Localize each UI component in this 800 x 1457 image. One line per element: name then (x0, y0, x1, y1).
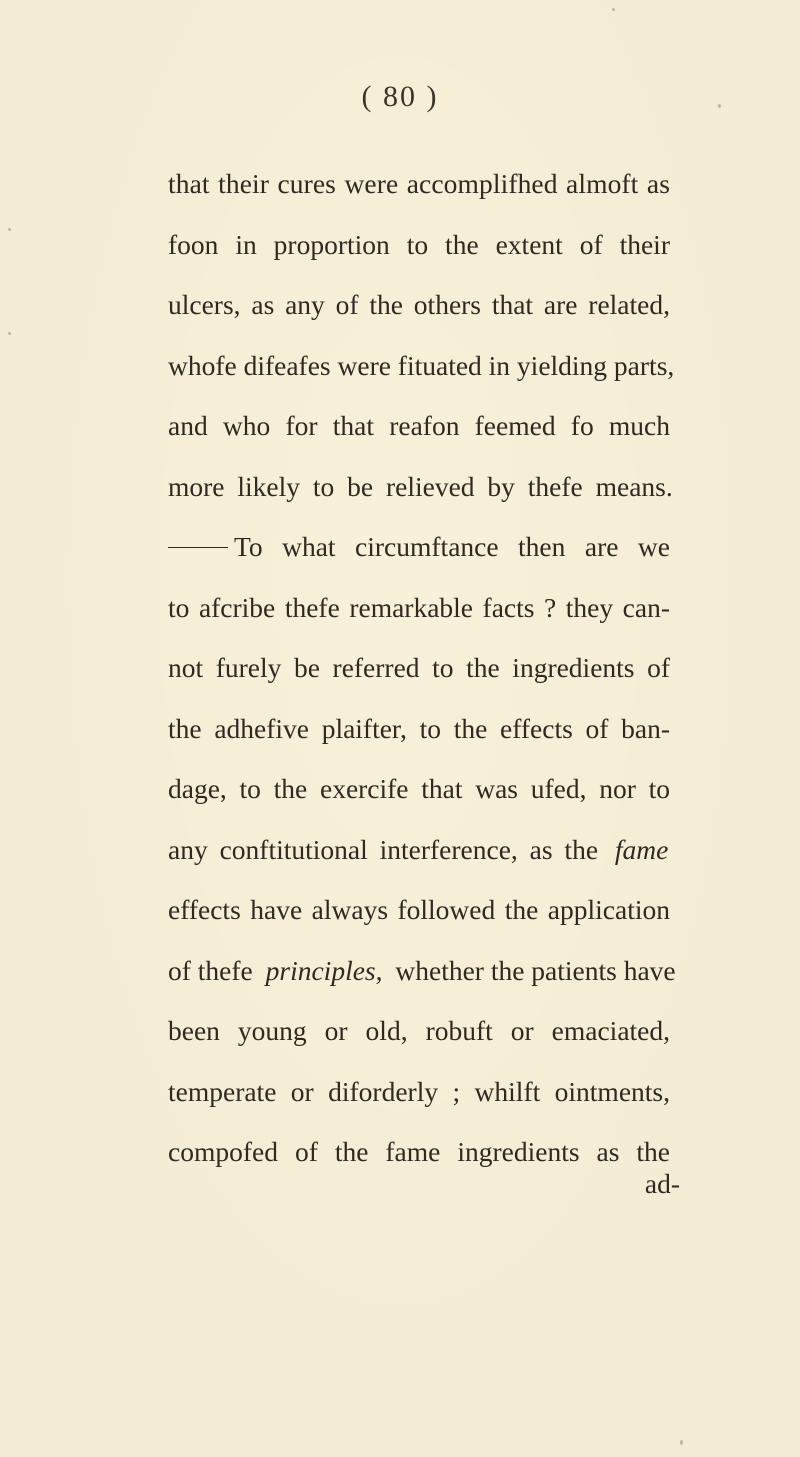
text-line-content: whether the patients have (395, 954, 676, 986)
text-line-paragraph-start (168, 517, 670, 578)
text-line-content: To what circumftance then are we (234, 531, 670, 562)
body-text (168, 154, 676, 1183)
text-line: whofe difeafes were fituated in yielding parts, (168, 349, 675, 381)
italic-word: fame (614, 833, 669, 865)
text-line: compofed of the fame ingredients as the (168, 1136, 670, 1167)
italic-word: principles, (265, 954, 383, 986)
em-dash-rule (168, 547, 228, 548)
text-line: the adhefive plaifter, to the effects of ban- (168, 712, 670, 744)
paper-speck (718, 104, 721, 108)
text-line: and who for that reafon feemed fo much (168, 410, 670, 441)
text-line: to afcribe thefe remarkable facts ? they can- (168, 591, 670, 623)
paper-speck (8, 332, 11, 335)
text-line-content: any conftitutional interference, as the (168, 833, 599, 865)
paper-speck (612, 8, 615, 11)
text-line-with-italic (168, 820, 670, 881)
text-line: more likely to be relieved by thefe means. (168, 470, 673, 502)
catchword: ad- (644, 1168, 680, 1199)
text-line: not furely be referred to the ingredients of (168, 652, 670, 683)
text-line: effects have always followed the application (168, 894, 670, 925)
text-line-content: of thefe (168, 954, 253, 986)
paper-speck (8, 228, 11, 231)
text-line: foon in proportion to the extent of their (168, 228, 670, 260)
text-line: dage, to the exercife that was ufed, nor to (168, 773, 670, 804)
text-line: been young or old, robuft or emaciated, (168, 1015, 670, 1046)
paper-speck (680, 1440, 683, 1445)
text-line-with-italic (168, 941, 676, 1002)
text-line: temperate or diforderly ; whilft ointments, (168, 1075, 670, 1107)
text-line: that their cures were accomplifhed almoft as (168, 168, 670, 199)
page-number: ( 80 ) (361, 80, 439, 113)
text-line: ulcers, as any of the others that are related, (168, 289, 670, 320)
